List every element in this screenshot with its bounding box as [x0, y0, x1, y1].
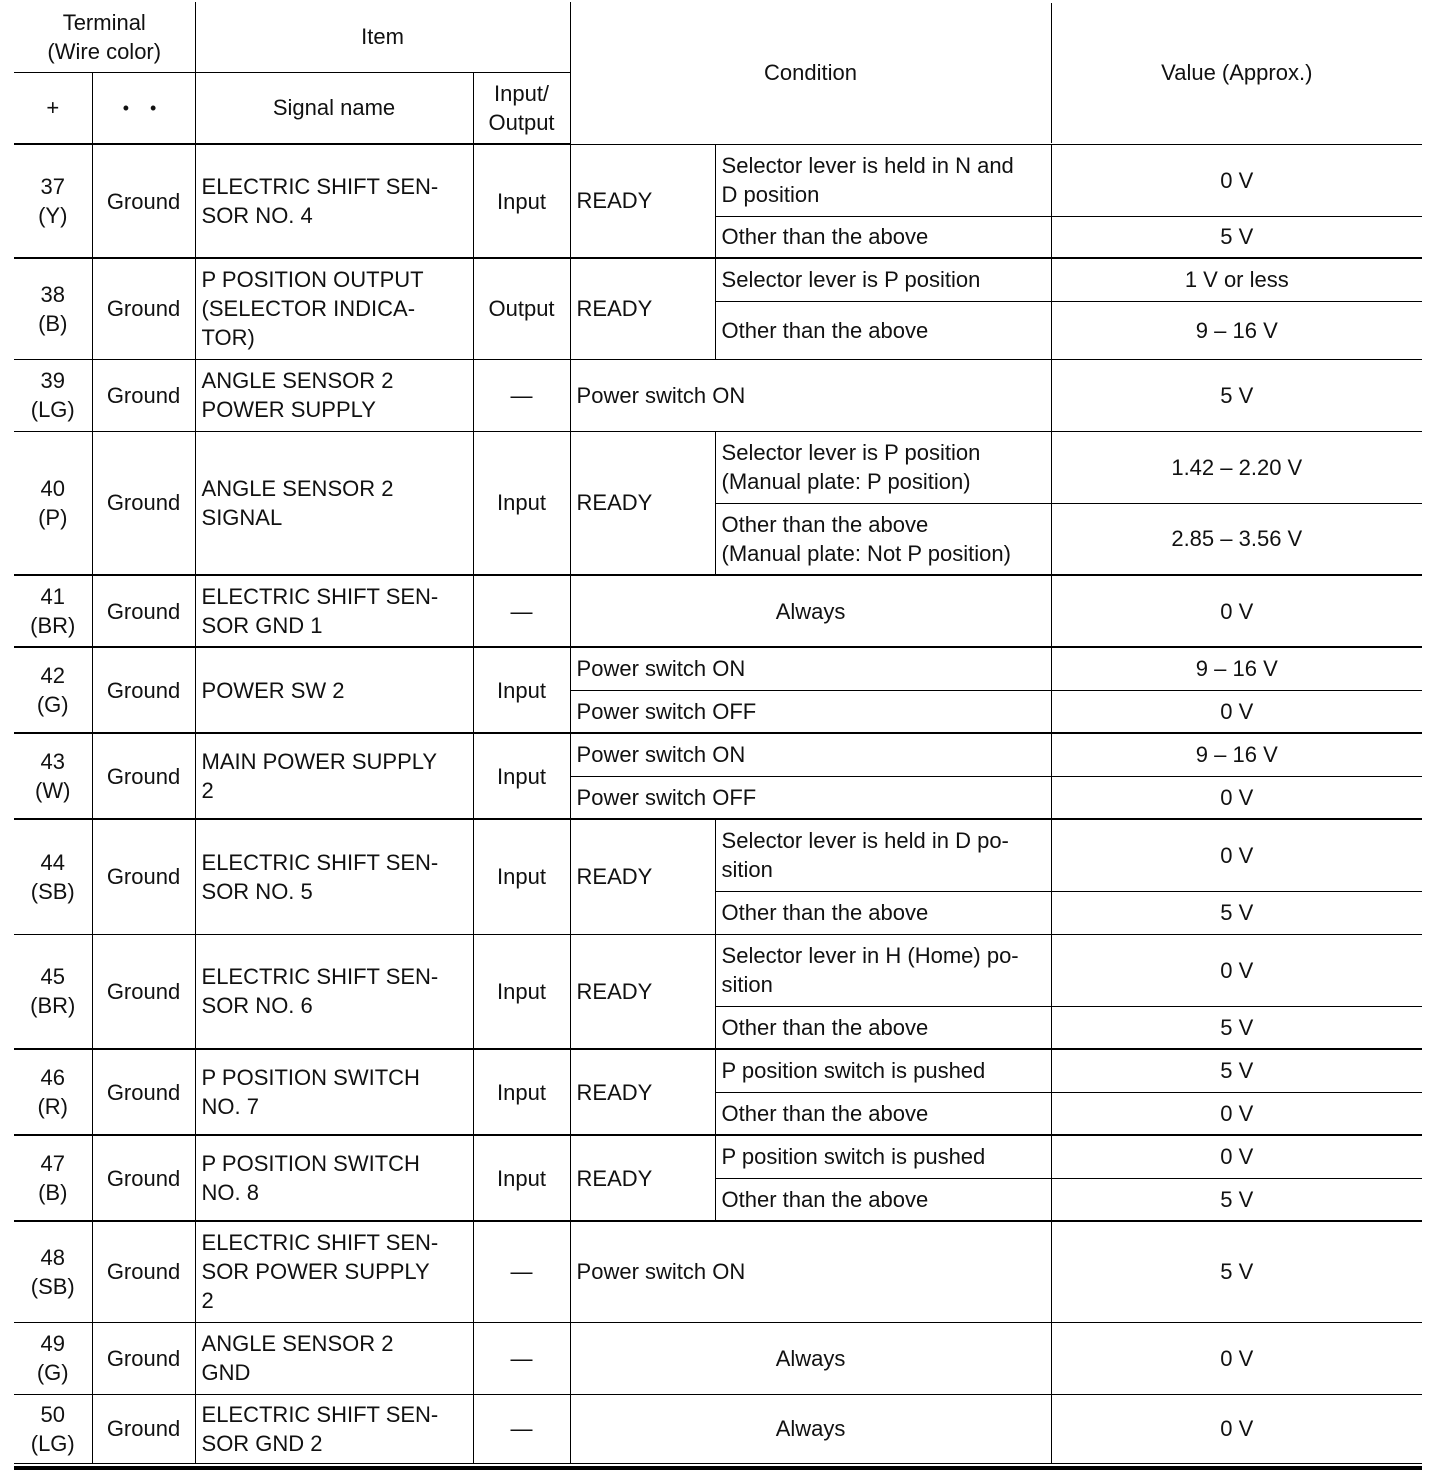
value-cell: 0 V [1051, 1394, 1422, 1463]
terminal-cell: 43 (W) [14, 733, 92, 819]
condition-cell: READY [570, 934, 715, 1049]
io-cell: Input [473, 431, 570, 575]
condition-cell: READY [570, 431, 715, 575]
sub-condition-cell: Selector lever is P position (Manual plate: P position) [715, 431, 1051, 503]
sub-condition-cell: Selector lever in H (Home) po- sition [715, 934, 1051, 1006]
sub-condition-cell: Other than the above [715, 216, 1051, 258]
signal-name-cell: P POSITION SWITCH NO. 8 [195, 1135, 473, 1221]
io-cell: — [473, 1394, 570, 1463]
value-cell: 0 V [1051, 819, 1422, 891]
terminal-cell: 40 (P) [14, 431, 92, 575]
sub-condition-cell: Selector lever is held in D po- sition [715, 819, 1051, 891]
condition-cell: READY [570, 144, 715, 258]
io-cell: Input [473, 144, 570, 258]
value-cell: 0 V [1051, 575, 1422, 647]
header-value: Value (Approx.) [1161, 60, 1313, 86]
terminal-cell: 46 (R) [14, 1049, 92, 1135]
condition-cell: Power switch ON [570, 647, 1051, 690]
terminal-spec-table-container [14, 2, 1422, 1464]
table-row [14, 1322, 1422, 1394]
condition-cell: Power switch OFF [570, 776, 1051, 819]
terminal-spec-table [14, 2, 1422, 1464]
terminal-cell: 49 (G) [14, 1322, 92, 1394]
value-cell: 0 V [1051, 934, 1422, 1006]
value-cell: 2.85 – 3.56 V [1051, 503, 1422, 575]
io-cell: — [473, 1221, 570, 1322]
terminal-cell: 39 (LG) [14, 359, 92, 431]
ground-cell: Ground [92, 1049, 195, 1135]
value-cell: 5 V [1051, 1221, 1422, 1322]
header-input-output: Input/ Output [473, 72, 570, 144]
signal-name-cell: ELECTRIC SHIFT SEN- SOR POWER SUPPLY 2 [195, 1221, 473, 1322]
table-row [14, 819, 1422, 891]
header-condition: Condition [571, 3, 1052, 143]
table-row [14, 258, 1422, 301]
value-cell: 5 V [1051, 216, 1422, 258]
signal-name-cell: ELECTRIC SHIFT SEN- SOR GND 1 [195, 575, 473, 647]
ground-cell: Ground [92, 359, 195, 431]
ground-cell: Ground [92, 1394, 195, 1463]
io-cell: Input [473, 733, 570, 819]
value-cell: 0 V [1051, 690, 1422, 733]
table-row [14, 1135, 1422, 1178]
table-row [14, 144, 1422, 216]
condition-cell: READY [570, 1049, 715, 1135]
ground-cell: Ground [92, 1221, 195, 1322]
ground-cell: Ground [92, 1135, 195, 1221]
sub-condition-cell: Other than the above [715, 1178, 1051, 1221]
condition-cell: READY [570, 1135, 715, 1221]
terminal-cell: 37 (Y) [14, 144, 92, 258]
value-cell: 5 V [1051, 891, 1422, 934]
io-cell: Input [473, 1135, 570, 1221]
terminal-cell: 42 (G) [14, 647, 92, 733]
table-row [14, 733, 1422, 776]
condition-cell: READY [570, 819, 715, 934]
io-cell: Input [473, 819, 570, 934]
value-cell: 9 – 16 V [1051, 647, 1422, 690]
io-cell: — [473, 1322, 570, 1394]
io-cell: Input [473, 934, 570, 1049]
terminal-cell: 41 (BR) [14, 575, 92, 647]
table-row [14, 647, 1422, 690]
io-cell: Input [473, 647, 570, 733]
terminal-cell: 45 (BR) [14, 934, 92, 1049]
ground-cell: Ground [92, 733, 195, 819]
ground-cell: Ground [92, 819, 195, 934]
condition-cell: Power switch ON [570, 1221, 1051, 1322]
signal-name-cell: ELECTRIC SHIFT SEN- SOR NO. 4 [195, 144, 473, 258]
sub-condition-cell: Other than the above (Manual plate: Not P position) [715, 503, 1051, 575]
condition-cell: Power switch ON [570, 359, 1051, 431]
terminal-cell: 50 (LG) [14, 1394, 92, 1463]
value-cell: 1 V or less [1051, 258, 1422, 301]
condition-cell: Power switch ON [570, 733, 1051, 776]
table-row [14, 934, 1422, 1006]
value-cell: 9 – 16 V [1051, 301, 1422, 359]
ground-cell: Ground [92, 144, 195, 258]
sub-condition-cell: P position switch is pushed [715, 1135, 1051, 1178]
condition-cell: Always [570, 1322, 1051, 1394]
sub-condition-cell: Other than the above [715, 301, 1051, 359]
signal-name-cell: POWER SW 2 [195, 647, 473, 733]
signal-name-cell: MAIN POWER SUPPLY 2 [195, 733, 473, 819]
value-cell: 0 V [1051, 776, 1422, 819]
ground-cell: Ground [92, 1322, 195, 1394]
sub-condition-cell: Selector lever is P position [715, 258, 1051, 301]
ground-cell: Ground [92, 431, 195, 575]
signal-name-cell: ANGLE SENSOR 2 SIGNAL [195, 431, 473, 575]
value-cell: 0 V [1051, 1322, 1422, 1394]
value-cell: 0 V [1051, 1135, 1422, 1178]
signal-name-cell: ELECTRIC SHIFT SEN- SOR NO. 6 [195, 934, 473, 1049]
value-cell: 9 – 16 V [1051, 733, 1422, 776]
header-item: Item [195, 2, 570, 72]
table-bottom-rule [14, 1466, 1422, 1470]
value-cell: 1.42 – 2.20 V [1051, 431, 1422, 503]
condition-cell: Always [570, 1394, 1051, 1463]
signal-name-cell: ANGLE SENSOR 2 GND [195, 1322, 473, 1394]
io-cell: — [473, 359, 570, 431]
signal-name-cell: ELECTRIC SHIFT SEN- SOR GND 2 [195, 1394, 473, 1463]
sub-condition-cell: Selector lever is held in N and D position [715, 144, 1051, 216]
table-row [14, 359, 1422, 431]
header-signal-name: Signal name [195, 72, 473, 144]
signal-name-cell: P POSITION OUTPUT (SELECTOR INDICA- TOR) [195, 258, 473, 359]
io-cell: Input [473, 1049, 570, 1135]
terminal-cell: 48 (SB) [14, 1221, 92, 1322]
signal-name-cell: P POSITION SWITCH NO. 7 [195, 1049, 473, 1135]
header-plus: + [14, 72, 92, 144]
header-cond-value-block [570, 2, 1422, 144]
sub-condition-cell: Other than the above [715, 1092, 1051, 1135]
table-row [14, 431, 1422, 503]
sub-condition-cell: Other than the above [715, 1006, 1051, 1049]
header-minus: • • [92, 72, 195, 144]
condition-cell: Always [570, 575, 1051, 647]
value-cell: 0 V [1051, 144, 1422, 216]
sub-condition-cell: Other than the above [715, 891, 1051, 934]
signal-name-cell: ANGLE SENSOR 2 POWER SUPPLY [195, 359, 473, 431]
ground-cell: Ground [92, 647, 195, 733]
table-row [14, 575, 1422, 647]
value-cell: 5 V [1051, 359, 1422, 431]
value-cell: 0 V [1051, 1092, 1422, 1135]
ground-cell: Ground [92, 258, 195, 359]
terminal-cell: 38 (B) [14, 258, 92, 359]
ground-cell: Ground [92, 934, 195, 1049]
condition-cell: READY [570, 258, 715, 359]
terminal-cell: 44 (SB) [14, 819, 92, 934]
condition-cell: Power switch OFF [570, 690, 1051, 733]
io-cell: Output [473, 258, 570, 359]
table-row [14, 1394, 1422, 1463]
io-cell: — [473, 575, 570, 647]
ground-cell: Ground [92, 575, 195, 647]
table-row [14, 1049, 1422, 1092]
value-cell: 5 V [1051, 1049, 1422, 1092]
value-cell: 5 V [1051, 1178, 1422, 1221]
sub-condition-cell: P position switch is pushed [715, 1049, 1051, 1092]
value-cell: 5 V [1051, 1006, 1422, 1049]
terminal-cell: 47 (B) [14, 1135, 92, 1221]
header-terminal: Terminal (Wire color) [14, 2, 195, 72]
header-row-1 [14, 2, 1422, 72]
signal-name-cell: ELECTRIC SHIFT SEN- SOR NO. 5 [195, 819, 473, 934]
table-row [14, 1221, 1422, 1322]
